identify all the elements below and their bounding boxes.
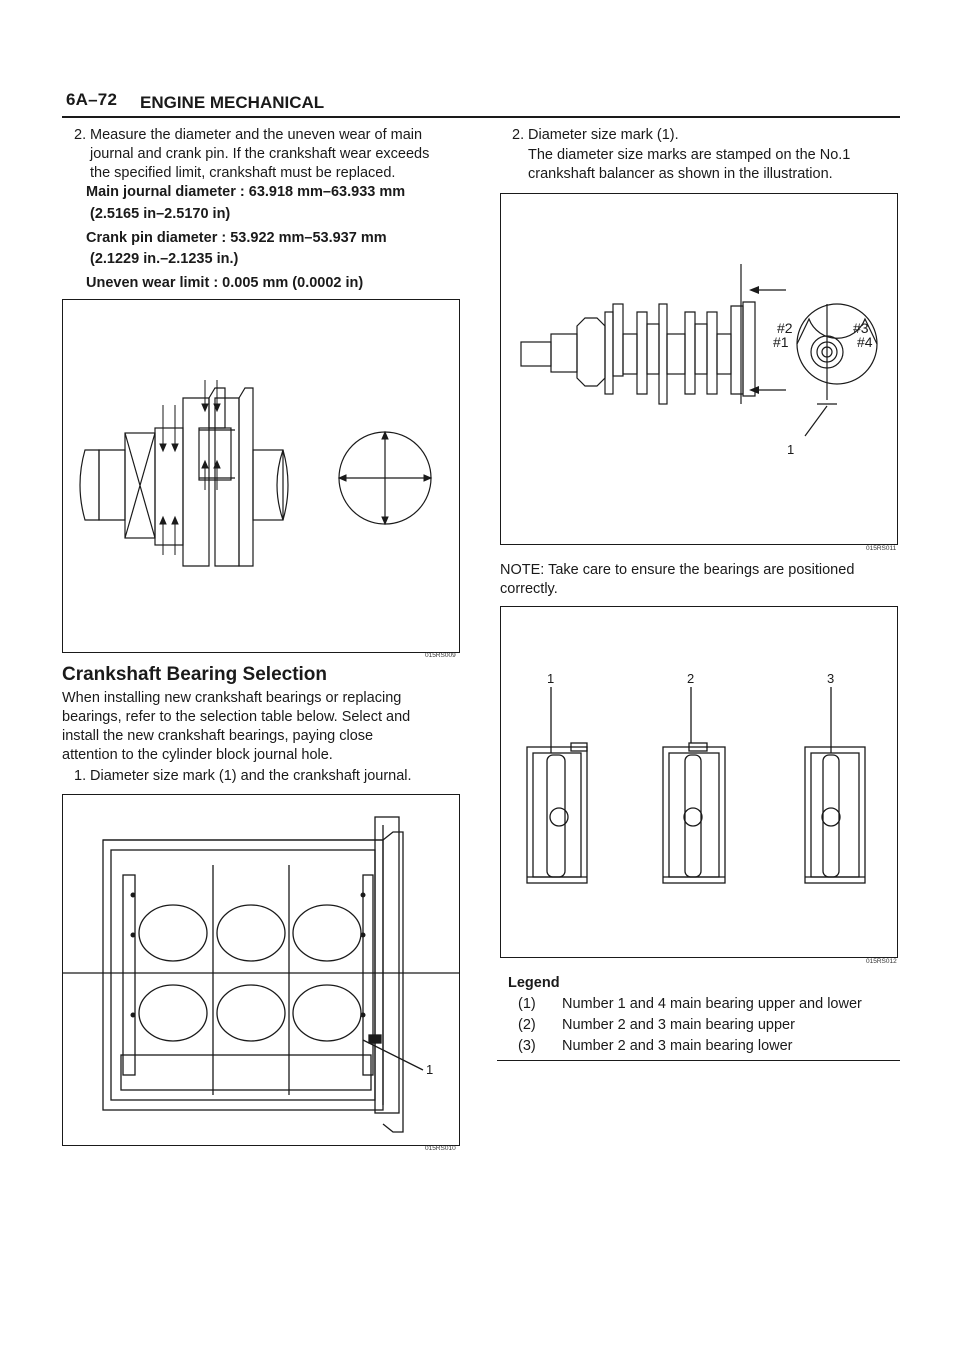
- figure-code: 015RS011: [866, 545, 897, 552]
- cylinder-block-illustration: [63, 795, 459, 1145]
- note-line: correctly.: [500, 581, 558, 597]
- step-title: Diameter size mark (1).: [528, 127, 679, 143]
- figure-code: 015RS010: [425, 1145, 456, 1152]
- section-title: ENGINE MECHANICAL: [140, 93, 325, 112]
- legend-text: Number 1 and 4 main bearing upper and lower: [562, 996, 862, 1012]
- legend-num: (1): [518, 996, 536, 1012]
- spec-main-journal: Main journal diameter : 63.918 mm–63.933 mm: [86, 184, 406, 200]
- step-1-diameter-mark: [74, 767, 412, 786]
- legend: [508, 974, 900, 1056]
- legend-item: [508, 995, 900, 1014]
- paragraph-line: bearings, refer to the selection table below. Select and: [62, 709, 411, 725]
- bearing-label-3: 3: [827, 671, 835, 686]
- spec-crank-pin: Crank pin diameter : 53.922 mm–53.937 mm: [86, 230, 387, 246]
- bearing-label-1: 1: [547, 671, 555, 686]
- step-line: journal and crank pin. If the crankshaft wear exceeds: [90, 146, 430, 162]
- selection-paragraph: [62, 689, 460, 765]
- balancer-mark-1: #1: [773, 334, 789, 350]
- crankshaft-measurement-illustration: [63, 300, 459, 652]
- paragraph-line: install the new crankshaft bearings, paying close: [62, 728, 374, 744]
- figure-cylinder-block: [62, 794, 460, 1146]
- figure-code: 015RS009: [425, 652, 456, 659]
- balancer-mark-3: #3: [853, 320, 869, 336]
- section-heading: Crankshaft Bearing Selection: [62, 664, 328, 685]
- legend-text: Number 2 and 3 main bearing upper: [562, 1017, 795, 1033]
- legend-num: (3): [518, 1038, 536, 1054]
- crankshaft-balancer-illustration: [501, 194, 897, 544]
- legend-title: Legend: [508, 975, 560, 991]
- header-rule: [62, 116, 900, 118]
- note-line: NOTE: Take care to ensure the bearings are positioned: [500, 562, 855, 578]
- step-2-measure: [74, 126, 466, 183]
- figure-crankshaft-measurement: [62, 299, 460, 653]
- step-line: Measure the diameter and the uneven wear of main: [90, 127, 423, 143]
- step-line: The diameter size marks are stamped on the No.1: [528, 147, 851, 163]
- spec-main-journal-in: (2.5165 in–2.5170 in): [90, 206, 231, 222]
- legend-num: (2): [518, 1017, 536, 1033]
- main-bearings-illustration: [501, 607, 897, 957]
- spec-crank-pin-in: (2.1229 in.–2.1235 in.): [90, 251, 239, 267]
- step-2-description: [528, 146, 900, 184]
- balancer-mark-4: #4: [857, 334, 873, 350]
- step-number: 2.: [74, 127, 87, 143]
- figure-crankshaft-balancer: [500, 193, 898, 545]
- note-bearings: [500, 561, 900, 599]
- legend-item: [508, 1016, 900, 1035]
- step-number: 2.: [512, 127, 525, 143]
- paragraph-line: When installing new crankshaft bearings or replacing: [62, 690, 402, 706]
- legend-rule: [497, 1060, 900, 1061]
- figure-callout-1: 1: [426, 1062, 434, 1077]
- bearing-label-2: 2: [687, 671, 695, 686]
- paragraph-line: attention to the cylinder block journal hole.: [62, 747, 333, 763]
- balancer-mark-2: #2: [777, 320, 793, 336]
- figure-code: 015RS012: [866, 958, 897, 965]
- spec-uneven-wear: Uneven wear limit : 0.005 mm (0.0002 in): [86, 275, 364, 291]
- figure-main-bearings: [500, 606, 898, 958]
- step-line: the specified limit, crankshaft must be replaced.: [90, 165, 396, 181]
- step-number: 1.: [74, 768, 87, 784]
- step-text: Diameter size mark (1) and the crankshaft journal.: [90, 768, 412, 784]
- step-line: crankshaft balancer as shown in the illustration.: [528, 166, 833, 182]
- step-2-diameter-size-mark: [512, 126, 679, 145]
- figure-callout-1: 1: [787, 442, 795, 457]
- legend-text: Number 2 and 3 main bearing lower: [562, 1038, 793, 1054]
- legend-item: [508, 1037, 900, 1056]
- page-number: 6A–72: [66, 90, 118, 109]
